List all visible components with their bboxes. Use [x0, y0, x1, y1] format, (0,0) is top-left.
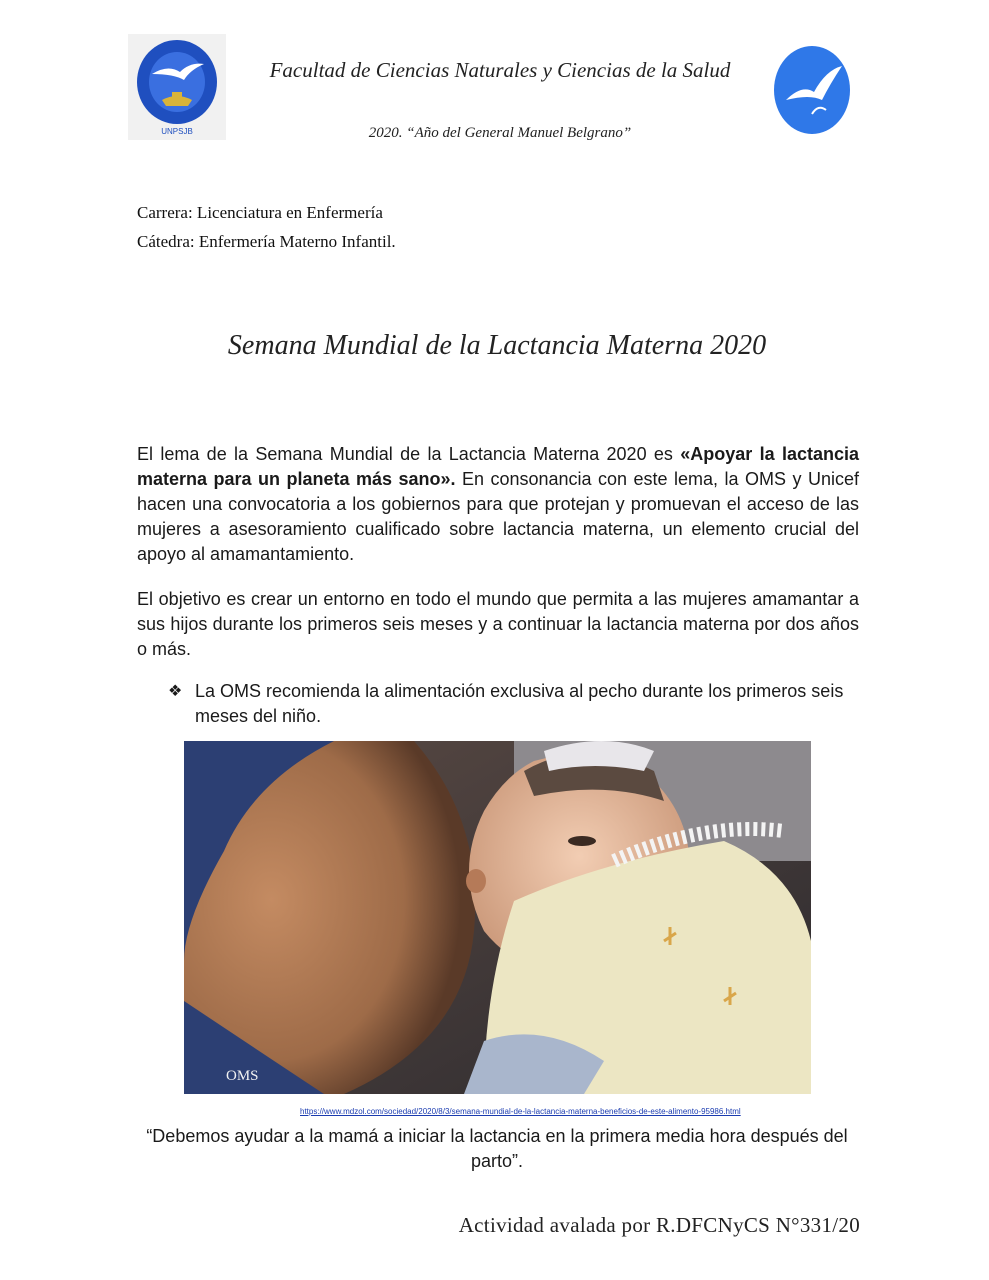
intro-paragraph — [137, 442, 859, 567]
page-title: Semana Mundial de la Lactancia Materna 2020 — [227, 330, 767, 361]
objective-paragraph: El objetivo es crear un entorno en todo el mundo que permita a las mujeres amamantar a sus hijos durante los primeros seis meses y a continuar la lactancia materna por dos años o más. — [137, 589, 859, 659]
intro-rest: En consonancia con este lema, la OMS y Unicef hacen una convocatoria a los gobiernos para que protejan y promuevan el acceso de las mujeres a asesoramiento cualificado sobre lactancia materna, un elemento crucial del apoyo al amamantamiento. — [137, 469, 859, 564]
nursing-school-logo-icon — [128, 34, 226, 140]
career-label: Carrera: Licenciatura en Enfermería — [137, 203, 383, 222]
faculty-name: Facultad de Ciencias Naturales y Ciencias de la Salud — [269, 58, 731, 82]
bullet-diamond-icon: ❖ — [168, 683, 183, 700]
intro-lead: El lema de la Semana Mundial de la Lactancia Materna 2020 es — [137, 444, 681, 464]
slogan: «Apoyar la lactancia materna para un planeta más sano». — [137, 444, 859, 489]
breastfeeding-photo — [184, 741, 811, 1094]
photo-credit: OMS — [226, 1068, 259, 1084]
source-link[interactable]: https://www.mdzol.com/sociedad/2020/8/3/semana-mundial-de-la-lactancia-materna-beneficios-de-este-alimento-95986.html — [300, 1107, 741, 1116]
year-motto: 2020. “Año del General Manuel Belgrano” — [368, 125, 632, 141]
svg-text:UNPSJB: UNPSJB — [161, 127, 193, 136]
university-albatross-logo-icon — [772, 44, 858, 136]
course-label: Cátedra: Enfermería Materno Infantil. — [137, 232, 396, 251]
bullet-text: La OMS recomienda la alimentación exclusiva al pecho durante los primeros seis meses del niño. — [195, 681, 844, 726]
footer-resolution: Actividad avalada por R.DFCNyCS N°331/20 — [458, 1213, 860, 1237]
quote: “Debemos ayudar a la mamá a iniciar la lactancia en la primera media hora después del parto”. — [146, 1126, 848, 1171]
